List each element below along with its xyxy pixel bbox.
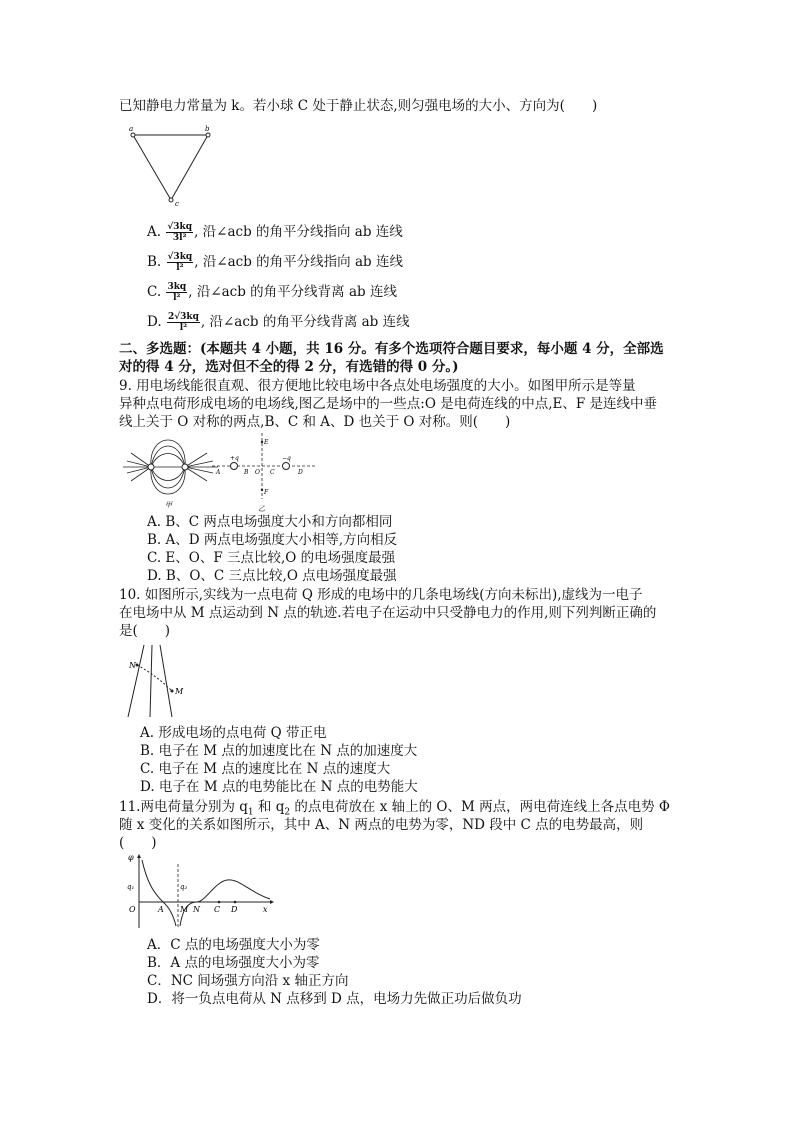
q9-option-d[interactable]: D. B、O、C 三点比较,O 点电场强度最强 [147, 568, 397, 584]
label-b: b [205, 125, 210, 133]
label-phi: φ [128, 853, 134, 862]
q9-option-a[interactable]: A. B、C 两点电场强度大小和方向都相同 [147, 514, 393, 530]
label-M: M [175, 687, 184, 696]
label-a: a [129, 125, 134, 133]
label-C: C [270, 469, 275, 476]
q11-potential-graph [125, 852, 275, 932]
label-N: N [129, 661, 136, 670]
label-yi: 乙 [258, 505, 265, 513]
q8-stem: 已知静电力常量为 k。若小球 C 处于静止状态,则匀强电场的大小、方向为( ) [119, 98, 598, 114]
q9-stem-line-3: 线上关于 O 对称的两点,B、C 和 A、D 也关于 O 对称。则( ) [119, 414, 511, 430]
q10-option-a[interactable]: A. 形成电场的点电荷 Q 带正电 [140, 725, 327, 741]
q9-field-lines-figure [123, 435, 218, 510]
section-heading-line-2: 对的得 4 分，选对但不全的得 2 分，有选错的得 0 分。) [119, 359, 459, 375]
label-q2: q₂ [180, 883, 188, 891]
q9-stem-line-2: 异种点电荷形成电场的电场线,图乙是场中的一些点:O 是电荷连线的中点,E、F 是连线中垂 [119, 396, 658, 412]
q10-option-d[interactable]: D. 电子在 M 点的电势能比在 N 点的电势能大 [140, 779, 418, 795]
q10-stem-line-2: 在电场中从 M 点运动到 N 点的轨迹.若电子在运动中只受静电力的作用,则下列判断正确的 [119, 605, 657, 621]
q9-option-b[interactable]: B. A、D 两点电场强度大小相等,方向相反 [147, 532, 398, 548]
label-E: E [264, 439, 269, 446]
label-plus-q: +q [230, 455, 239, 462]
q11-option-c[interactable]: C．NC 间场强方向沿 x 轴正方向 [147, 973, 349, 989]
q11-option-b[interactable]: B．A 点的电场强度大小为零 [147, 955, 320, 971]
q10-field-figure [122, 645, 192, 720]
label-D: D [298, 469, 303, 476]
label-jia: 甲 [165, 501, 172, 509]
label-x: x [263, 905, 268, 914]
label-O: O [129, 905, 136, 914]
label-A: A [216, 469, 221, 476]
q10-stem-line-3: 是( ) [119, 623, 171, 639]
q8-option-d[interactable]: D. $\frac{2√3kq}{\text{l²}}$ , 沿∠acb 的角平分线背离 ab 连线 [147, 312, 410, 333]
label-A: A [158, 905, 164, 914]
label-C: C [214, 905, 221, 914]
fraction: $\frac{3kq}{\text{l²}}$ [167, 282, 187, 303]
q11-stem-line-1: 11.两电荷量分别为 $q_1$ 和 $q_2$ 的点电荷放在 x 轴上的 O、M 两点，两电荷连线上各点电势 Φ [119, 799, 670, 818]
label-D: D [231, 905, 238, 914]
q11-stem-line-3: ( ) [119, 835, 157, 851]
q8-option-b[interactable]: B. $\frac{√3kq}{\text{l²}}$ , 沿∠acb 的角平分线指向 ab 连线 [147, 252, 403, 273]
q8-triangle-figure [125, 125, 220, 210]
q11-option-a[interactable]: A．C 点的电场强度大小为零 [147, 937, 320, 953]
fraction: $\frac{√3kq}{\text{l²}}$ [167, 252, 193, 273]
label-O: O [255, 469, 260, 476]
label-q1: q₁ [127, 883, 135, 891]
q8-option-a[interactable]: A. $\frac{√3kq}{\text{3l²}}$ , 沿∠acb 的角平分线指向 ab 连线 [147, 222, 403, 243]
q10-stem-line-1: 10. 如图所示,实线为一点电荷 Q 形成的电场中的几条电场线(方向未标出),虚线为一电子 [119, 587, 643, 603]
q11-option-d[interactable]: D．将一负点电荷从 N 点移到 D 点，电场力先做正功后做负功 [147, 991, 522, 1007]
label-M: M [180, 905, 189, 914]
q9-option-c[interactable]: C. E、O、F 三点比较,O 的电场强度最强 [147, 550, 396, 566]
label-N: N [193, 905, 200, 914]
q9-stem-line-1: 9. 用电场线能很直观、很方便地比较电场中各点处电场强度的大小。如图甲所示是等量 [119, 378, 636, 394]
q9-points-figure [212, 433, 322, 513]
label-c: c [175, 200, 179, 208]
q11-stem-line-2: 随 x 变化的关系如图所示，其中 A、N 两点的电势为零，ND 段中 C 点的电势最高，则 [119, 817, 644, 833]
q10-option-c[interactable]: C. 电子在 M 点的速度比在 N 点的速度大 [140, 761, 391, 777]
label-F: F [264, 489, 269, 496]
fraction: $\frac{2√3kq}{\text{l²}}$ [167, 312, 199, 333]
section-heading-line-1: 二、多选题：(本题共 4 小题，共 16 分。有多个选项符合题目要求，每小题 4 分，全部选 [119, 341, 664, 357]
label-B: B [244, 469, 249, 476]
fraction: $\frac{√3kq}{\text{3l²}}$ [167, 222, 193, 243]
q10-option-b[interactable]: B. 电子在 M 点的加速度比在 N 点的加速度大 [140, 743, 418, 759]
q8-option-c[interactable]: C. $\frac{3kq}{\text{l²}}$ , 沿∠acb 的角平分线背离 ab 连线 [147, 282, 397, 303]
label-minus-q: −q [282, 455, 291, 462]
